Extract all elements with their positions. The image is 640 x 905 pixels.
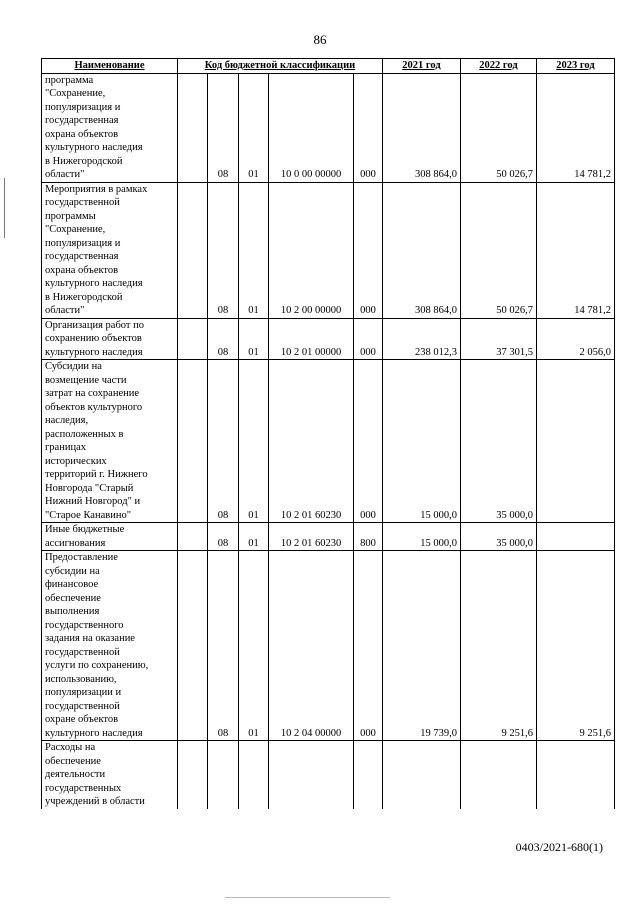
value-2023: 14 781,2	[537, 73, 615, 182]
code-section	[178, 73, 208, 182]
column-header-2023: 2023 год	[537, 59, 615, 74]
code-target: 10 2 01 60230	[269, 360, 354, 523]
code-target	[269, 741, 354, 809]
value-2022: 50 026,7	[461, 73, 537, 182]
row-name: Мероприятия в рамках государственной программы "Сохранение, популяризация и государственная охрана объектов культурного наследия в Нижегородской области"	[42, 182, 178, 318]
code-expense-type: 000	[354, 73, 383, 182]
code-target: 10 2 01 60230	[269, 523, 354, 551]
page-number: 86	[313, 32, 327, 47]
column-header-code: Код бюджетной классификации	[178, 59, 383, 74]
code-subsection: 01	[239, 182, 269, 318]
code-section	[178, 360, 208, 523]
value-2022: 37 301,5	[461, 318, 537, 360]
table-row	[42, 523, 615, 551]
code-subsection: 01	[239, 318, 269, 360]
row-name: программа "Сохранение, популяризация и государственная охрана объектов культурного наследия в Нижегородской области"	[42, 73, 178, 182]
value-2023: 14 781,2	[537, 182, 615, 318]
value-2023: 9 251,6	[537, 551, 615, 741]
code-chapter: 08	[208, 73, 239, 182]
value-2022: 35 000,0	[461, 523, 537, 551]
code-chapter	[208, 741, 239, 809]
table-header-row	[42, 59, 615, 74]
code-expense-type: 000	[354, 318, 383, 360]
value-2022: 35 000,0	[461, 360, 537, 523]
code-section	[178, 182, 208, 318]
table-row	[42, 182, 615, 318]
table-row	[42, 360, 615, 523]
table-row	[42, 551, 615, 741]
code-target: 10 2 00 00000	[269, 182, 354, 318]
code-section	[178, 523, 208, 551]
row-name: Организация работ по сохранению объектов культурного наследия	[42, 318, 178, 360]
code-expense-type	[354, 741, 383, 809]
code-section	[178, 741, 208, 809]
table-row	[42, 73, 615, 182]
value-2022: 50 026,7	[461, 182, 537, 318]
code-subsection: 01	[239, 360, 269, 523]
code-target: 10 0 00 00000	[269, 73, 354, 182]
code-expense-type: 000	[354, 360, 383, 523]
code-subsection	[239, 741, 269, 809]
column-header-name: Наименование	[42, 59, 178, 74]
row-name: Субсидии на возмещение части затрат на сохранение объектов культурного наследия, расположенных в границах исторических территорий г. Нижнего Новгорода "Старый Нижний Новгород" и "Старое Канавино"	[42, 360, 178, 523]
document-code: 0403/2021-680(1)	[515, 840, 603, 854]
code-expense-type: 000	[354, 551, 383, 741]
value-2021: 19 739,0	[383, 551, 461, 741]
code-chapter: 08	[208, 360, 239, 523]
footer-divider	[225, 897, 390, 898]
value-2021: 238 012,3	[383, 318, 461, 360]
code-chapter: 08	[208, 551, 239, 741]
table-row	[42, 741, 615, 809]
table-row	[42, 318, 615, 360]
value-2023	[537, 360, 615, 523]
column-header-2022: 2022 год	[461, 59, 537, 74]
value-2022	[461, 741, 537, 809]
value-2023	[537, 741, 615, 809]
value-2021: 15 000,0	[383, 523, 461, 551]
value-2021: 308 864,0	[383, 182, 461, 318]
value-2023	[537, 523, 615, 551]
code-subsection: 01	[239, 73, 269, 182]
budget-table	[41, 58, 615, 809]
row-name: Предоставление субсидии на финансовое обеспечение выполнения государственного задания на оказание государственной услуги по сохранению, использованию, популяризации и государственной охране объектов культурного наследия	[42, 551, 178, 741]
value-2022: 9 251,6	[461, 551, 537, 741]
code-expense-type: 800	[354, 523, 383, 551]
row-name: Иные бюджетные ассигнования	[42, 523, 178, 551]
code-section	[178, 318, 208, 360]
row-name: Расходы на обеспечение деятельности государственных учреждений в области	[42, 741, 178, 809]
code-section	[178, 551, 208, 741]
code-subsection: 01	[239, 551, 269, 741]
code-chapter: 08	[208, 182, 239, 318]
value-2021	[383, 741, 461, 809]
code-target: 10 2 01 00000	[269, 318, 354, 360]
column-header-2021: 2021 год	[383, 59, 461, 74]
code-target: 10 2 04 00000	[269, 551, 354, 741]
code-subsection: 01	[239, 523, 269, 551]
code-expense-type: 000	[354, 182, 383, 318]
value-2021: 15 000,0	[383, 360, 461, 523]
scan-artifact-line	[4, 178, 5, 238]
value-2023: 2 056,0	[537, 318, 615, 360]
code-chapter: 08	[208, 318, 239, 360]
code-chapter: 08	[208, 523, 239, 551]
value-2021: 308 864,0	[383, 73, 461, 182]
